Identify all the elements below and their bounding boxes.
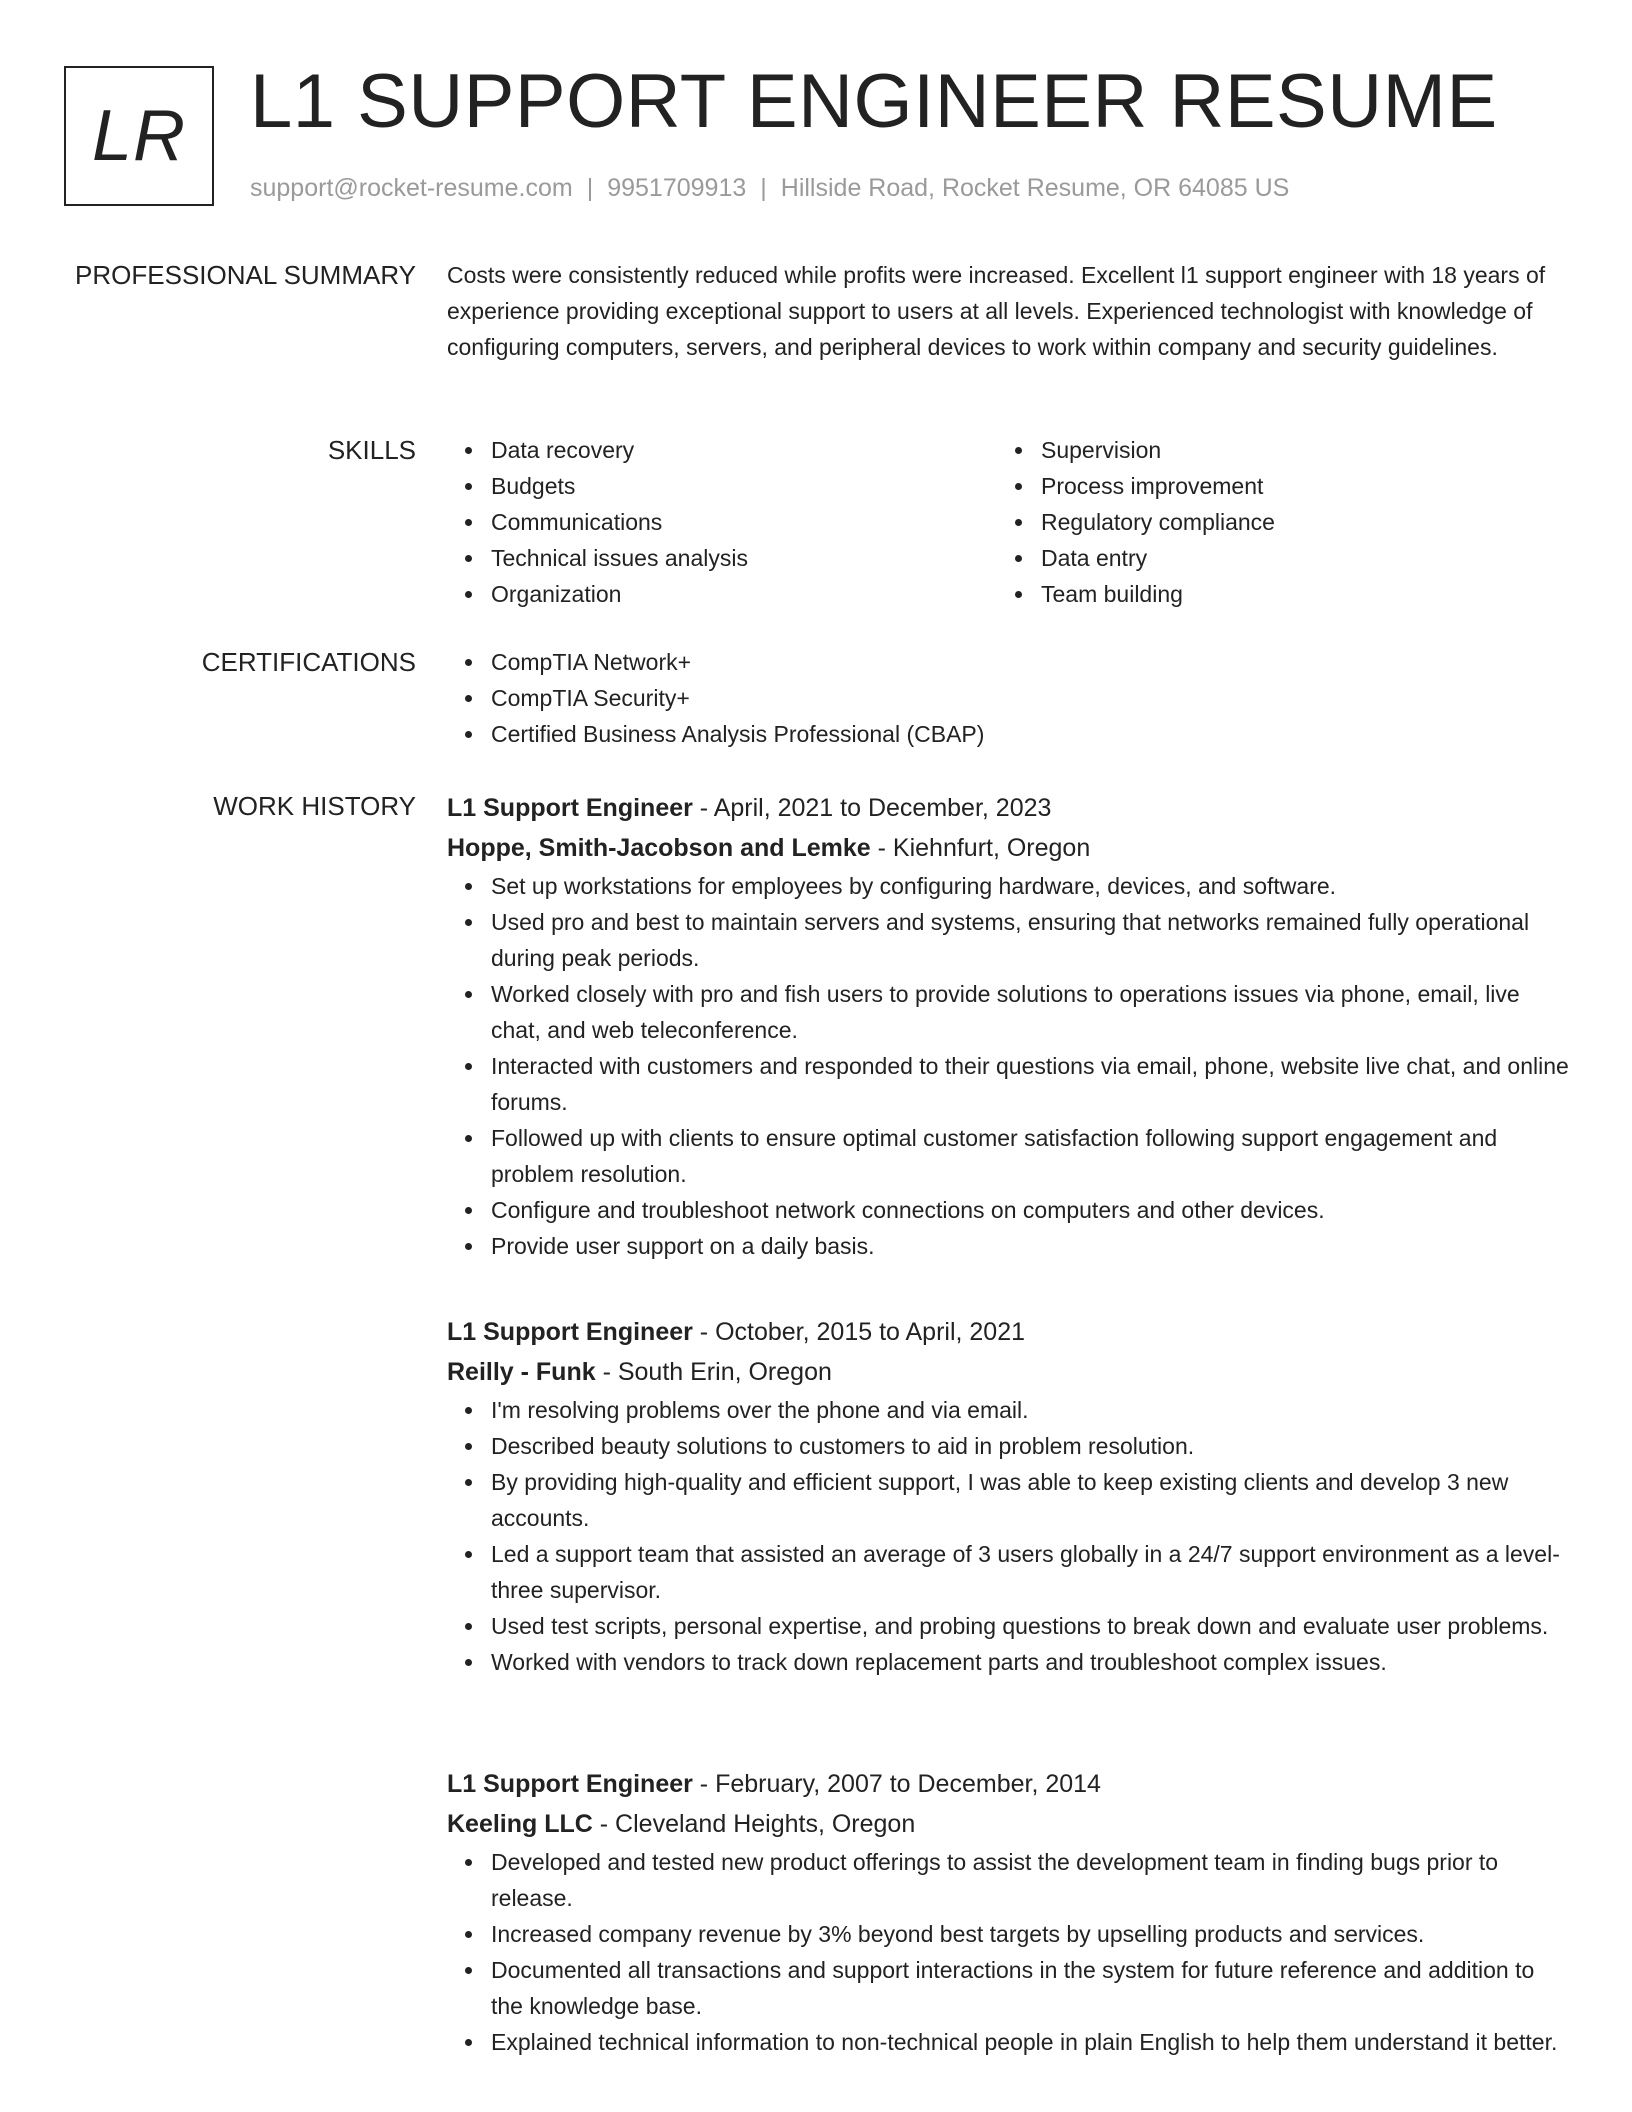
list-item: Certified Business Analysis Professional (CBAP) (491, 716, 1572, 752)
contact-separator: | (760, 174, 767, 202)
job-body (447, 1312, 1572, 1680)
list-item: Regulatory compliance (1041, 504, 1547, 540)
job-company: Keeling LLC (447, 1810, 593, 1838)
job-bullets (447, 1392, 1572, 1680)
section-label-certifications: CERTIFICATIONS (201, 647, 416, 677)
page-title: L1 SUPPORT ENGINEER RESUME (250, 59, 1498, 144)
job-role: L1 Support Engineer (447, 794, 693, 822)
list-item: Data entry (1041, 540, 1547, 576)
list-item: Budgets (491, 468, 997, 504)
list-item: Used pro and best to maintain servers and systems, ensuring that networks remained fully operational during peak periods. (491, 904, 1572, 976)
contact-address: Hillside Road, Rocket Resume, OR 64085 US (780, 174, 1290, 202)
job-company: Reilly - Funk (447, 1358, 596, 1386)
list-item: Led a support team that assisted an average of 3 users globally in a 24/7 support environment as a level-three supervisor. (491, 1536, 1572, 1608)
job-location: - Cleveland Heights, Oregon (592, 1810, 916, 1838)
list-item: Configure and troubleshoot network connections on computers and other devices. (491, 1192, 1572, 1228)
list-item: CompTIA Security+ (491, 680, 1572, 716)
list-item: Explained technical information to non-technical people in plain English to help them understand it better. (491, 2024, 1572, 2060)
list-item: Documented all transactions and support interactions in the system for future reference and addition to the knowledge base. (491, 1952, 1572, 2024)
list-item: By providing high-quality and efficient support, I was able to keep existing clients and develop 3 new accounts. (491, 1464, 1572, 1536)
job-dates: - February, 2007 to December, 2014 (692, 1770, 1101, 1798)
list-item: Process improvement (1041, 468, 1547, 504)
certifications-list (447, 644, 1572, 752)
job-role: L1 Support Engineer (447, 1770, 693, 1798)
skills-body (447, 432, 1572, 612)
job-location: - Kiehnfurt, Oregon (870, 834, 1091, 862)
job-role: L1 Support Engineer (447, 1318, 693, 1346)
job-location: - South Erin, Oregon (595, 1358, 832, 1386)
list-item: Followed up with clients to ensure optimal customer satisfaction following support engagement and problem resolution. (491, 1120, 1572, 1192)
list-item: Set up workstations for employees by configuring hardware, devices, and software. (491, 868, 1572, 904)
list-item: Communications (491, 504, 997, 540)
job-dates: - April, 2021 to December, 2023 (692, 794, 1052, 822)
job-bullets (447, 1844, 1572, 2060)
monogram-logo: LR (64, 66, 214, 206)
contact-separator: | (586, 174, 594, 202)
list-item: Described beauty solutions to customers to aid in problem resolution. (491, 1428, 1572, 1464)
job-body (447, 788, 1572, 1264)
job-company: Hoppe, Smith-Jacobson and Lemke (447, 834, 871, 862)
section-label-summary: PROFESSIONAL SUMMARY (75, 260, 416, 290)
list-item: CompTIA Network+ (491, 644, 1572, 680)
job-company-line (447, 1804, 1572, 1844)
list-item: Worked with vendors to track down replacement parts and troubleshoot complex issues. (491, 1644, 1572, 1680)
section-label-work-history: WORK HISTORY (213, 791, 416, 821)
list-item: Technical issues analysis (491, 540, 997, 576)
contact-phone: 9951709913 (607, 174, 747, 202)
summary-text: Costs were consistently reduced while profits were increased. Excellent l1 support engineer with 18 years of experience providing exceptional support to users at all levels. Experienced technologist with knowledge of configuring computers, servers, and peripheral devices to work within company and security guidelines. (447, 262, 1546, 360)
contact-line (250, 174, 1289, 203)
list-item: Supervision (1041, 432, 1547, 468)
list-item: Used test scripts, personal expertise, and probing questions to break down and evaluate user problems. (491, 1608, 1572, 1644)
summary-body (447, 257, 1572, 365)
job-company-line (447, 828, 1572, 868)
list-item: Provide user support on a daily basis. (491, 1228, 1572, 1264)
certifications-body (447, 644, 1572, 752)
section-label-skills: SKILLS (327, 435, 416, 465)
list-item: I'm resolving problems over the phone and via email. (491, 1392, 1572, 1428)
list-item: Interacted with customers and responded to their questions via email, phone, website live chat, and online forums. (491, 1048, 1572, 1120)
skills-list-right (997, 432, 1547, 612)
job-title-line (447, 1764, 1572, 1804)
list-item: Organization (491, 576, 997, 612)
list-item: Developed and tested new product offerings to assist the development team in finding bugs prior to release. (491, 1844, 1572, 1916)
job-body (447, 1764, 1572, 2060)
job-title-line (447, 1312, 1572, 1352)
job-dates: - October, 2015 to April, 2021 (692, 1318, 1026, 1346)
list-item: Increased company revenue by 3% beyond best targets by upselling products and services. (491, 1916, 1572, 1952)
list-item: Team building (1041, 576, 1547, 612)
job-title-line (447, 788, 1572, 828)
skills-list-left (447, 432, 997, 612)
job-company-line (447, 1352, 1572, 1392)
contact-email: support@rocket-resume.com (250, 174, 573, 202)
job-bullets (447, 868, 1572, 1264)
list-item: Worked closely with pro and fish users to provide solutions to operations issues via phone, email, live chat, and web teleconference. (491, 976, 1572, 1048)
list-item: Data recovery (491, 432, 997, 468)
